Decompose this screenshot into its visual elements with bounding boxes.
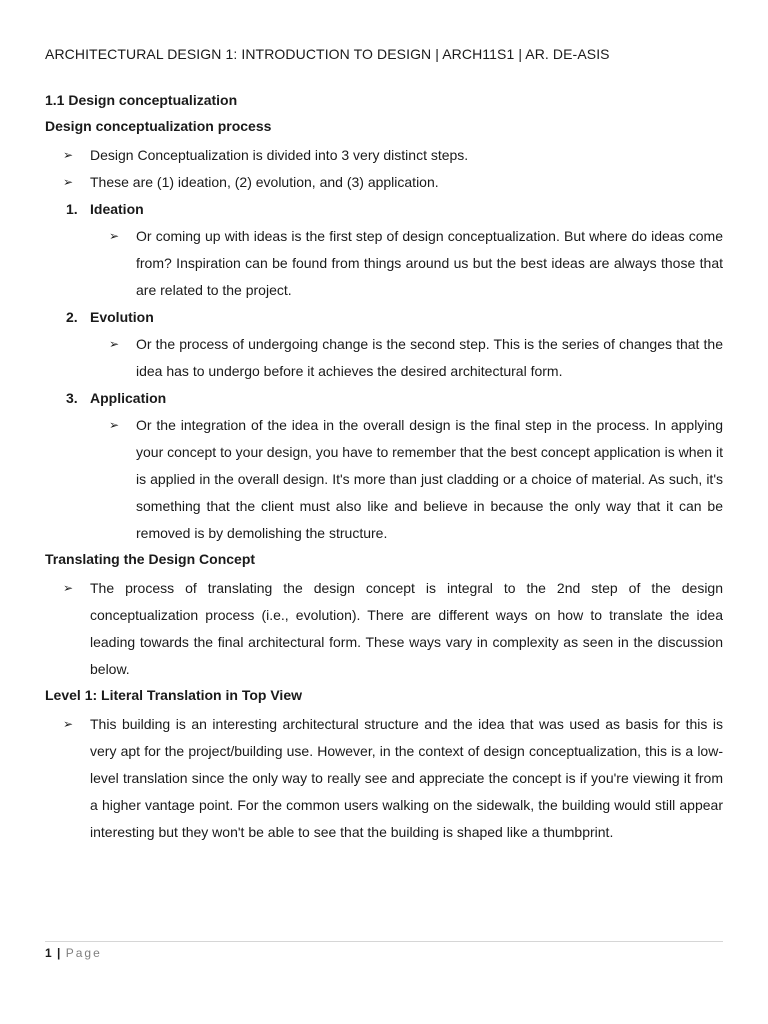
intro-bullet-text: These are (1) ideation, (2) evolution, and (3) application. bbox=[90, 174, 439, 190]
arrow-bullet-icon: ➢ bbox=[63, 175, 74, 189]
step-description-text: Or coming up with ideas is the first step of design conceptualization. But where do ideas come from? Inspiration can be found from things around us but the best ideas are always those that are related to the project. bbox=[136, 228, 723, 298]
translating-text: The process of translating the design concept is integral to the 2nd step of the design conceptualization process (i.e., evolution). There are different ways on how to translate the idea leading towards the final architectural form. These ways vary in complexity as seen in the discussion below. bbox=[90, 580, 723, 677]
step-number: 2. bbox=[66, 309, 78, 325]
section-title: 1.1 Design conceptualization bbox=[45, 92, 238, 108]
step-heading-application bbox=[45, 385, 723, 412]
page-content bbox=[45, 90, 723, 846]
level1-bullet bbox=[45, 711, 723, 846]
page-header: ARCHITECTURAL DESIGN 1: INTRODUCTION TO DESIGN | ARCH11S1 | AR. DE-ASIS bbox=[45, 46, 610, 62]
page-number: 1 bbox=[45, 946, 52, 960]
level1-heading: Level 1: Literal Translation in Top View bbox=[45, 687, 302, 703]
translating-heading: Translating the Design Concept bbox=[45, 551, 256, 567]
step-heading-ideation bbox=[45, 196, 723, 223]
step-title: Ideation bbox=[90, 201, 144, 217]
step-title: Evolution bbox=[90, 309, 154, 325]
step-number: 3. bbox=[66, 390, 78, 406]
step-description bbox=[45, 223, 723, 304]
arrow-bullet-icon: ➢ bbox=[109, 337, 120, 351]
intro-bullet bbox=[45, 169, 723, 196]
level1-text: This building is an interesting architectural structure and the idea that was used as basis for this is very apt for the project/building use. However, in the context of design conceptualization, this is a low-level translation since the only way to really see and appreciate the concept is if you're viewing it from a higher vantage point. For the common users walking on the sidewalk, the building would still appear interesting but they won't be able to see that the building is shaped like a thumbprint. bbox=[90, 716, 723, 840]
step-heading-evolution bbox=[45, 304, 723, 331]
step-description-text: Or the integration of the idea in the overall design is the final step in the process. In applying your concept to your design, you have to remember that the best concept application is when it is applied in the overall design. It's more than just cladding or a choice of material. As such, it's something that the client must also like and believe in because the only way that it can be removed is by demolishing the structure. bbox=[136, 417, 723, 541]
arrow-bullet-icon: ➢ bbox=[63, 717, 74, 731]
translating-bullet bbox=[45, 575, 723, 683]
step-title: Application bbox=[90, 390, 167, 406]
arrow-bullet-icon: ➢ bbox=[109, 229, 120, 243]
page-footer bbox=[45, 941, 723, 962]
process-heading: Design conceptualization process bbox=[45, 118, 272, 134]
arrow-bullet-icon: ➢ bbox=[63, 581, 74, 595]
step-description-text: Or the process of undergoing change is the second step. This is the series of changes that the idea has to undergo before it achieves the desired architectural form. bbox=[136, 336, 723, 379]
intro-bullet-text: Design Conceptualization is divided into 3 very distinct steps. bbox=[90, 147, 469, 163]
intro-bullet bbox=[45, 142, 723, 169]
arrow-bullet-icon: ➢ bbox=[63, 148, 74, 162]
footer-separator: | bbox=[57, 946, 61, 960]
step-description bbox=[45, 331, 723, 385]
step-number: 1. bbox=[66, 201, 78, 217]
page-label: Page bbox=[65, 946, 102, 960]
arrow-bullet-icon: ➢ bbox=[109, 418, 120, 432]
step-description bbox=[45, 412, 723, 547]
